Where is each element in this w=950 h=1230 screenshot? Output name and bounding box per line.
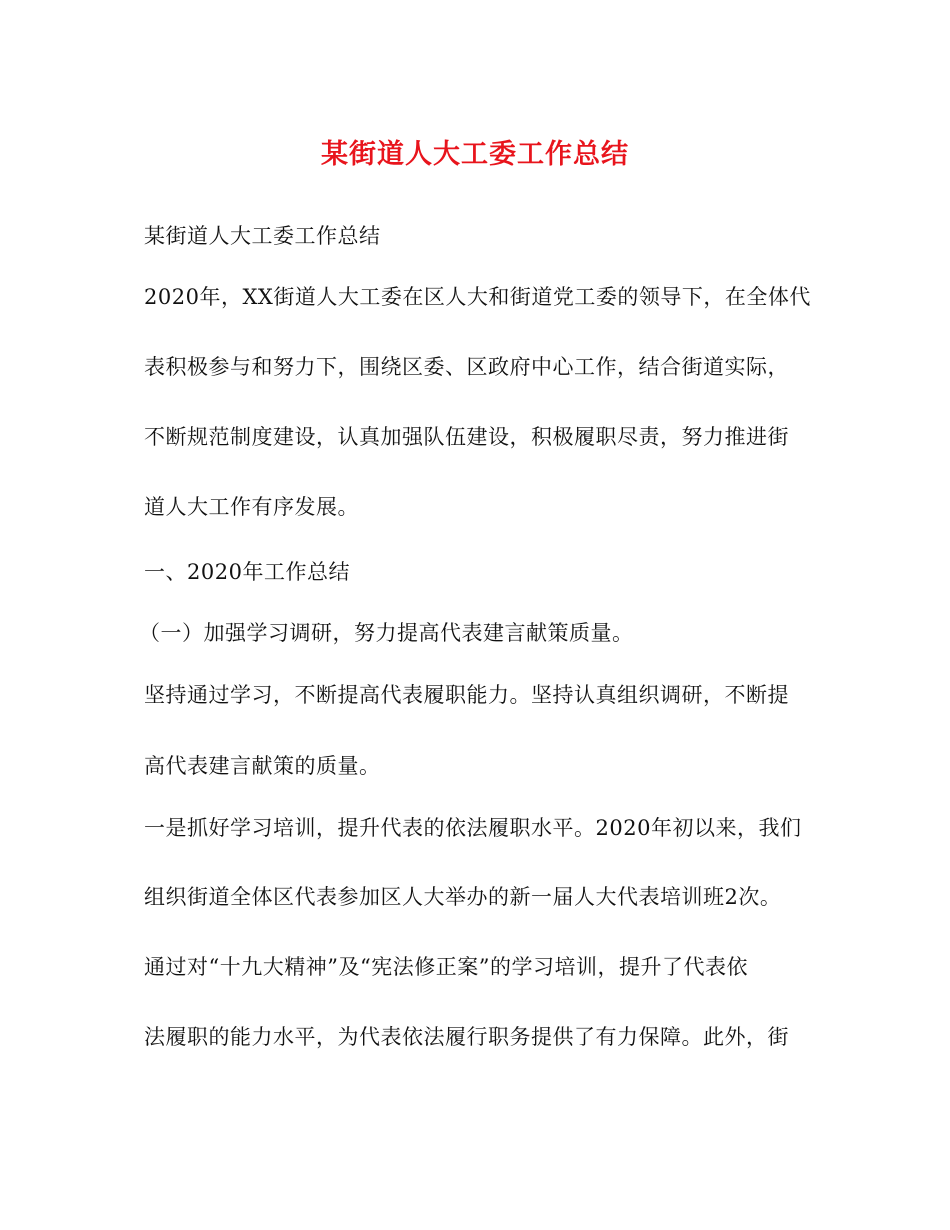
text-line: 组织街道全体区代表参加区人大举办的新一届人大代表培训班2次。 xyxy=(144,885,782,909)
text-line: 道人大工作有序发展。 xyxy=(144,495,359,519)
section-heading: 一、2020年工作总结 xyxy=(144,560,350,584)
text-line: 一是抓好学习培训，提升代表的依法履职水平。2020年初以来，我们 xyxy=(144,816,802,840)
text-line: 不断规范制度建设，认真加强队伍建设，积极履职尽责，努力推进街 xyxy=(144,425,789,449)
subsection-heading: （一）加强学习调研，努力提高代表建言献策质量。 xyxy=(139,621,634,645)
document-title: 某街道人大工委工作总结 xyxy=(321,139,629,170)
text-line: 坚持通过学习，不断提高代表履职能力。坚持认真组织调研，不断提 xyxy=(144,683,789,707)
text-line: 表积极参与和努力下，围绕区委、区政府中心工作，结合街道实际， xyxy=(144,355,789,379)
text-line: 法履职的能力水平，为代表依法履行职务提供了有力保障。此外，街 xyxy=(144,1025,789,1049)
text-line: 通过对“十九大精神”及“宪法修正案”的学习培训，提升了代表依 xyxy=(144,955,748,979)
text-line: 某街道人大工委工作总结 xyxy=(144,224,381,248)
text-line: 高代表建言献策的质量。 xyxy=(144,754,381,778)
text-line: 2020年，XX街道人大工委在区人大和街道党工委的领导下，在全体代 xyxy=(144,285,811,309)
